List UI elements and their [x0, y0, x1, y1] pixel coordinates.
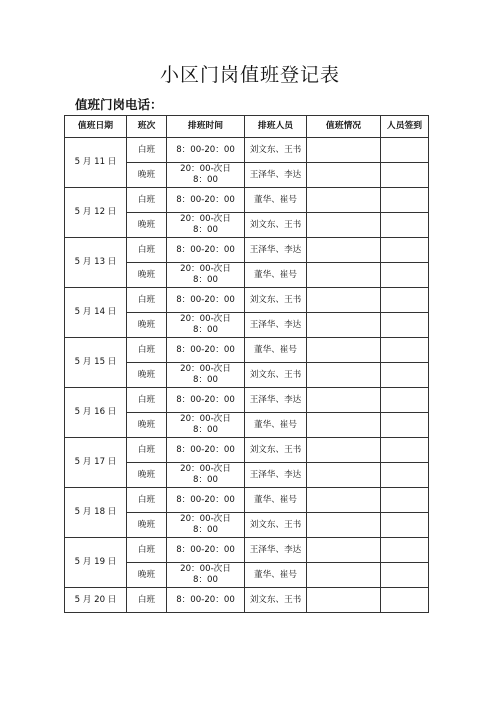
shift-cell: 晚班 [127, 413, 167, 438]
sign-cell [381, 588, 429, 613]
table-row [65, 488, 429, 513]
date-cell: 5 月 14 日 [65, 288, 127, 338]
status-cell [307, 413, 381, 438]
time-cell [167, 438, 245, 463]
status-cell [307, 163, 381, 188]
staff-cell [245, 288, 307, 313]
shift-cell: 晚班 [127, 363, 167, 388]
time-cell [167, 138, 245, 163]
sign-cell [381, 313, 429, 338]
sign-cell [381, 463, 429, 488]
shift-cell: 白班 [127, 338, 167, 363]
status-cell [307, 188, 381, 213]
table-row [65, 388, 429, 413]
time-text: 20：00-次日 8：00 [180, 464, 231, 485]
status-cell [307, 313, 381, 338]
date-cell: 5 月 16 日 [65, 388, 127, 438]
sign-cell [381, 563, 429, 588]
staff-text: 王泽华、李达 [249, 319, 302, 330]
time-cell [167, 363, 245, 388]
time-text: 8：00-20：00 [176, 494, 235, 505]
roster-body [65, 138, 429, 613]
staff-cell [245, 538, 307, 563]
time-text: 8：00-20：00 [176, 344, 235, 355]
time-cell [167, 413, 245, 438]
staff-text: 刘文东、王书 [249, 144, 302, 155]
staff-text: 董华、崔号 [254, 569, 297, 580]
sign-cell [381, 188, 429, 213]
shift-cell: 晚班 [127, 263, 167, 288]
staff-cell [245, 138, 307, 163]
time-cell [167, 288, 245, 313]
sign-cell [381, 163, 429, 188]
time-cell [167, 338, 245, 363]
sign-cell [381, 288, 429, 313]
time-cell [167, 463, 245, 488]
shift-cell: 白班 [127, 588, 167, 613]
status-cell [307, 288, 381, 313]
shift-cell: 晚班 [127, 163, 167, 188]
staff-text: 董华、崔号 [254, 194, 297, 205]
time-text: 20：00-次日 8：00 [180, 364, 231, 385]
staff-text: 刘文东、王书 [249, 594, 302, 605]
staff-cell [245, 238, 307, 263]
sign-cell [381, 513, 429, 538]
sign-cell [381, 538, 429, 563]
time-cell [167, 588, 245, 613]
header-shift: 班次 [127, 116, 167, 138]
shift-cell: 晚班 [127, 513, 167, 538]
time-text: 20：00-次日 8：00 [180, 314, 231, 335]
time-cell [167, 563, 245, 588]
staff-cell [245, 363, 307, 388]
table-row [65, 238, 429, 263]
staff-cell [245, 163, 307, 188]
sign-cell [381, 138, 429, 163]
staff-text: 王泽华、李达 [249, 544, 302, 555]
sign-cell [381, 488, 429, 513]
table-row [65, 538, 429, 563]
staff-cell [245, 488, 307, 513]
table-row [65, 438, 429, 463]
staff-text: 刘文东、王书 [249, 294, 302, 305]
date-cell: 5 月 20 日 [65, 588, 127, 613]
shift-cell: 白班 [127, 388, 167, 413]
sign-cell [381, 438, 429, 463]
table-header-row [65, 116, 429, 138]
header-date: 值班日期 [65, 116, 127, 138]
time-cell [167, 488, 245, 513]
staff-text: 董华、崔号 [254, 269, 297, 280]
time-cell [167, 388, 245, 413]
status-cell [307, 138, 381, 163]
status-cell [307, 488, 381, 513]
header-status: 值班情况 [307, 116, 381, 138]
date-cell: 5 月 19 日 [65, 538, 127, 588]
staff-cell [245, 188, 307, 213]
time-cell [167, 213, 245, 238]
date-cell: 5 月 13 日 [65, 238, 127, 288]
staff-cell [245, 563, 307, 588]
staff-text: 刘文东、王书 [249, 369, 302, 380]
shift-cell: 白班 [127, 138, 167, 163]
table-row [65, 338, 429, 363]
date-cell: 5 月 12 日 [65, 188, 127, 238]
status-cell [307, 538, 381, 563]
status-cell [307, 238, 381, 263]
duty-roster-table [64, 115, 429, 613]
staff-text: 董华、崔号 [254, 419, 297, 430]
staff-cell [245, 463, 307, 488]
time-text: 8：00-20：00 [176, 444, 235, 455]
staff-cell [245, 388, 307, 413]
staff-cell [245, 438, 307, 463]
status-cell [307, 513, 381, 538]
staff-text: 王泽华、李达 [249, 469, 302, 480]
sign-cell [381, 413, 429, 438]
table-row [65, 138, 429, 163]
date-cell: 5 月 18 日 [65, 488, 127, 538]
time-cell [167, 238, 245, 263]
page-title: 小区门岗值班登记表 [159, 64, 340, 86]
staff-cell [245, 413, 307, 438]
status-cell [307, 338, 381, 363]
time-text: 8：00-20：00 [176, 594, 235, 605]
staff-text: 王泽华、李达 [249, 394, 302, 405]
table-row [65, 188, 429, 213]
shift-cell: 白班 [127, 288, 167, 313]
time-text: 20：00-次日 8：00 [180, 214, 231, 235]
header-staff: 排班人员 [245, 116, 307, 138]
time-text: 20：00-次日 8：00 [180, 414, 231, 435]
time-text: 8：00-20：00 [176, 144, 235, 155]
sign-cell [381, 263, 429, 288]
table-row [65, 288, 429, 313]
status-cell [307, 438, 381, 463]
staff-cell [245, 588, 307, 613]
shift-cell: 晚班 [127, 563, 167, 588]
status-cell [307, 563, 381, 588]
header-time: 排班时间 [167, 116, 245, 138]
time-text: 8：00-20：00 [176, 394, 235, 405]
time-cell [167, 313, 245, 338]
shift-cell: 白班 [127, 538, 167, 563]
staff-cell [245, 263, 307, 288]
staff-cell [245, 313, 307, 338]
date-cell: 5 月 15 日 [65, 338, 127, 388]
table-row [65, 588, 429, 613]
staff-text: 王泽华、李达 [249, 244, 302, 255]
staff-text: 刘文东、王书 [249, 519, 302, 530]
time-cell [167, 163, 245, 188]
time-text: 8：00-20：00 [176, 294, 235, 305]
staff-text: 董华、崔号 [254, 344, 297, 355]
status-cell [307, 588, 381, 613]
shift-cell: 晚班 [127, 213, 167, 238]
time-text: 20：00-次日 8：00 [180, 264, 231, 285]
time-cell [167, 538, 245, 563]
time-cell [167, 513, 245, 538]
sign-cell [381, 338, 429, 363]
shift-cell: 白班 [127, 188, 167, 213]
phone-label: 值班门岗电话： [75, 97, 163, 112]
time-text: 20：00-次日 8：00 [180, 164, 231, 185]
staff-cell [245, 338, 307, 363]
staff-text: 董华、崔号 [254, 494, 297, 505]
shift-cell: 白班 [127, 488, 167, 513]
shift-cell: 晚班 [127, 313, 167, 338]
status-cell [307, 388, 381, 413]
staff-text: 刘文东、王书 [249, 219, 302, 230]
sign-cell [381, 388, 429, 413]
date-cell: 5 月 11 日 [65, 138, 127, 188]
time-text: 8：00-20：00 [176, 544, 235, 555]
time-text: 8：00-20：00 [176, 244, 235, 255]
time-text: 20：00-次日 8：00 [180, 514, 231, 535]
time-cell [167, 188, 245, 213]
time-text: 8：00-20：00 [176, 194, 235, 205]
staff-cell [245, 513, 307, 538]
time-cell [167, 263, 245, 288]
staff-text: 王泽华、李达 [249, 169, 302, 180]
staff-text: 刘文东、王书 [249, 444, 302, 455]
date-cell: 5 月 17 日 [65, 438, 127, 488]
status-cell [307, 463, 381, 488]
sign-cell [381, 213, 429, 238]
header-sign: 人员签到 [381, 116, 429, 138]
sign-cell [381, 238, 429, 263]
status-cell [307, 363, 381, 388]
status-cell [307, 263, 381, 288]
shift-cell: 白班 [127, 238, 167, 263]
time-text: 20：00-次日 8：00 [180, 564, 231, 585]
staff-cell [245, 213, 307, 238]
shift-cell: 白班 [127, 438, 167, 463]
status-cell [307, 213, 381, 238]
shift-cell: 晚班 [127, 463, 167, 488]
sign-cell [381, 363, 429, 388]
